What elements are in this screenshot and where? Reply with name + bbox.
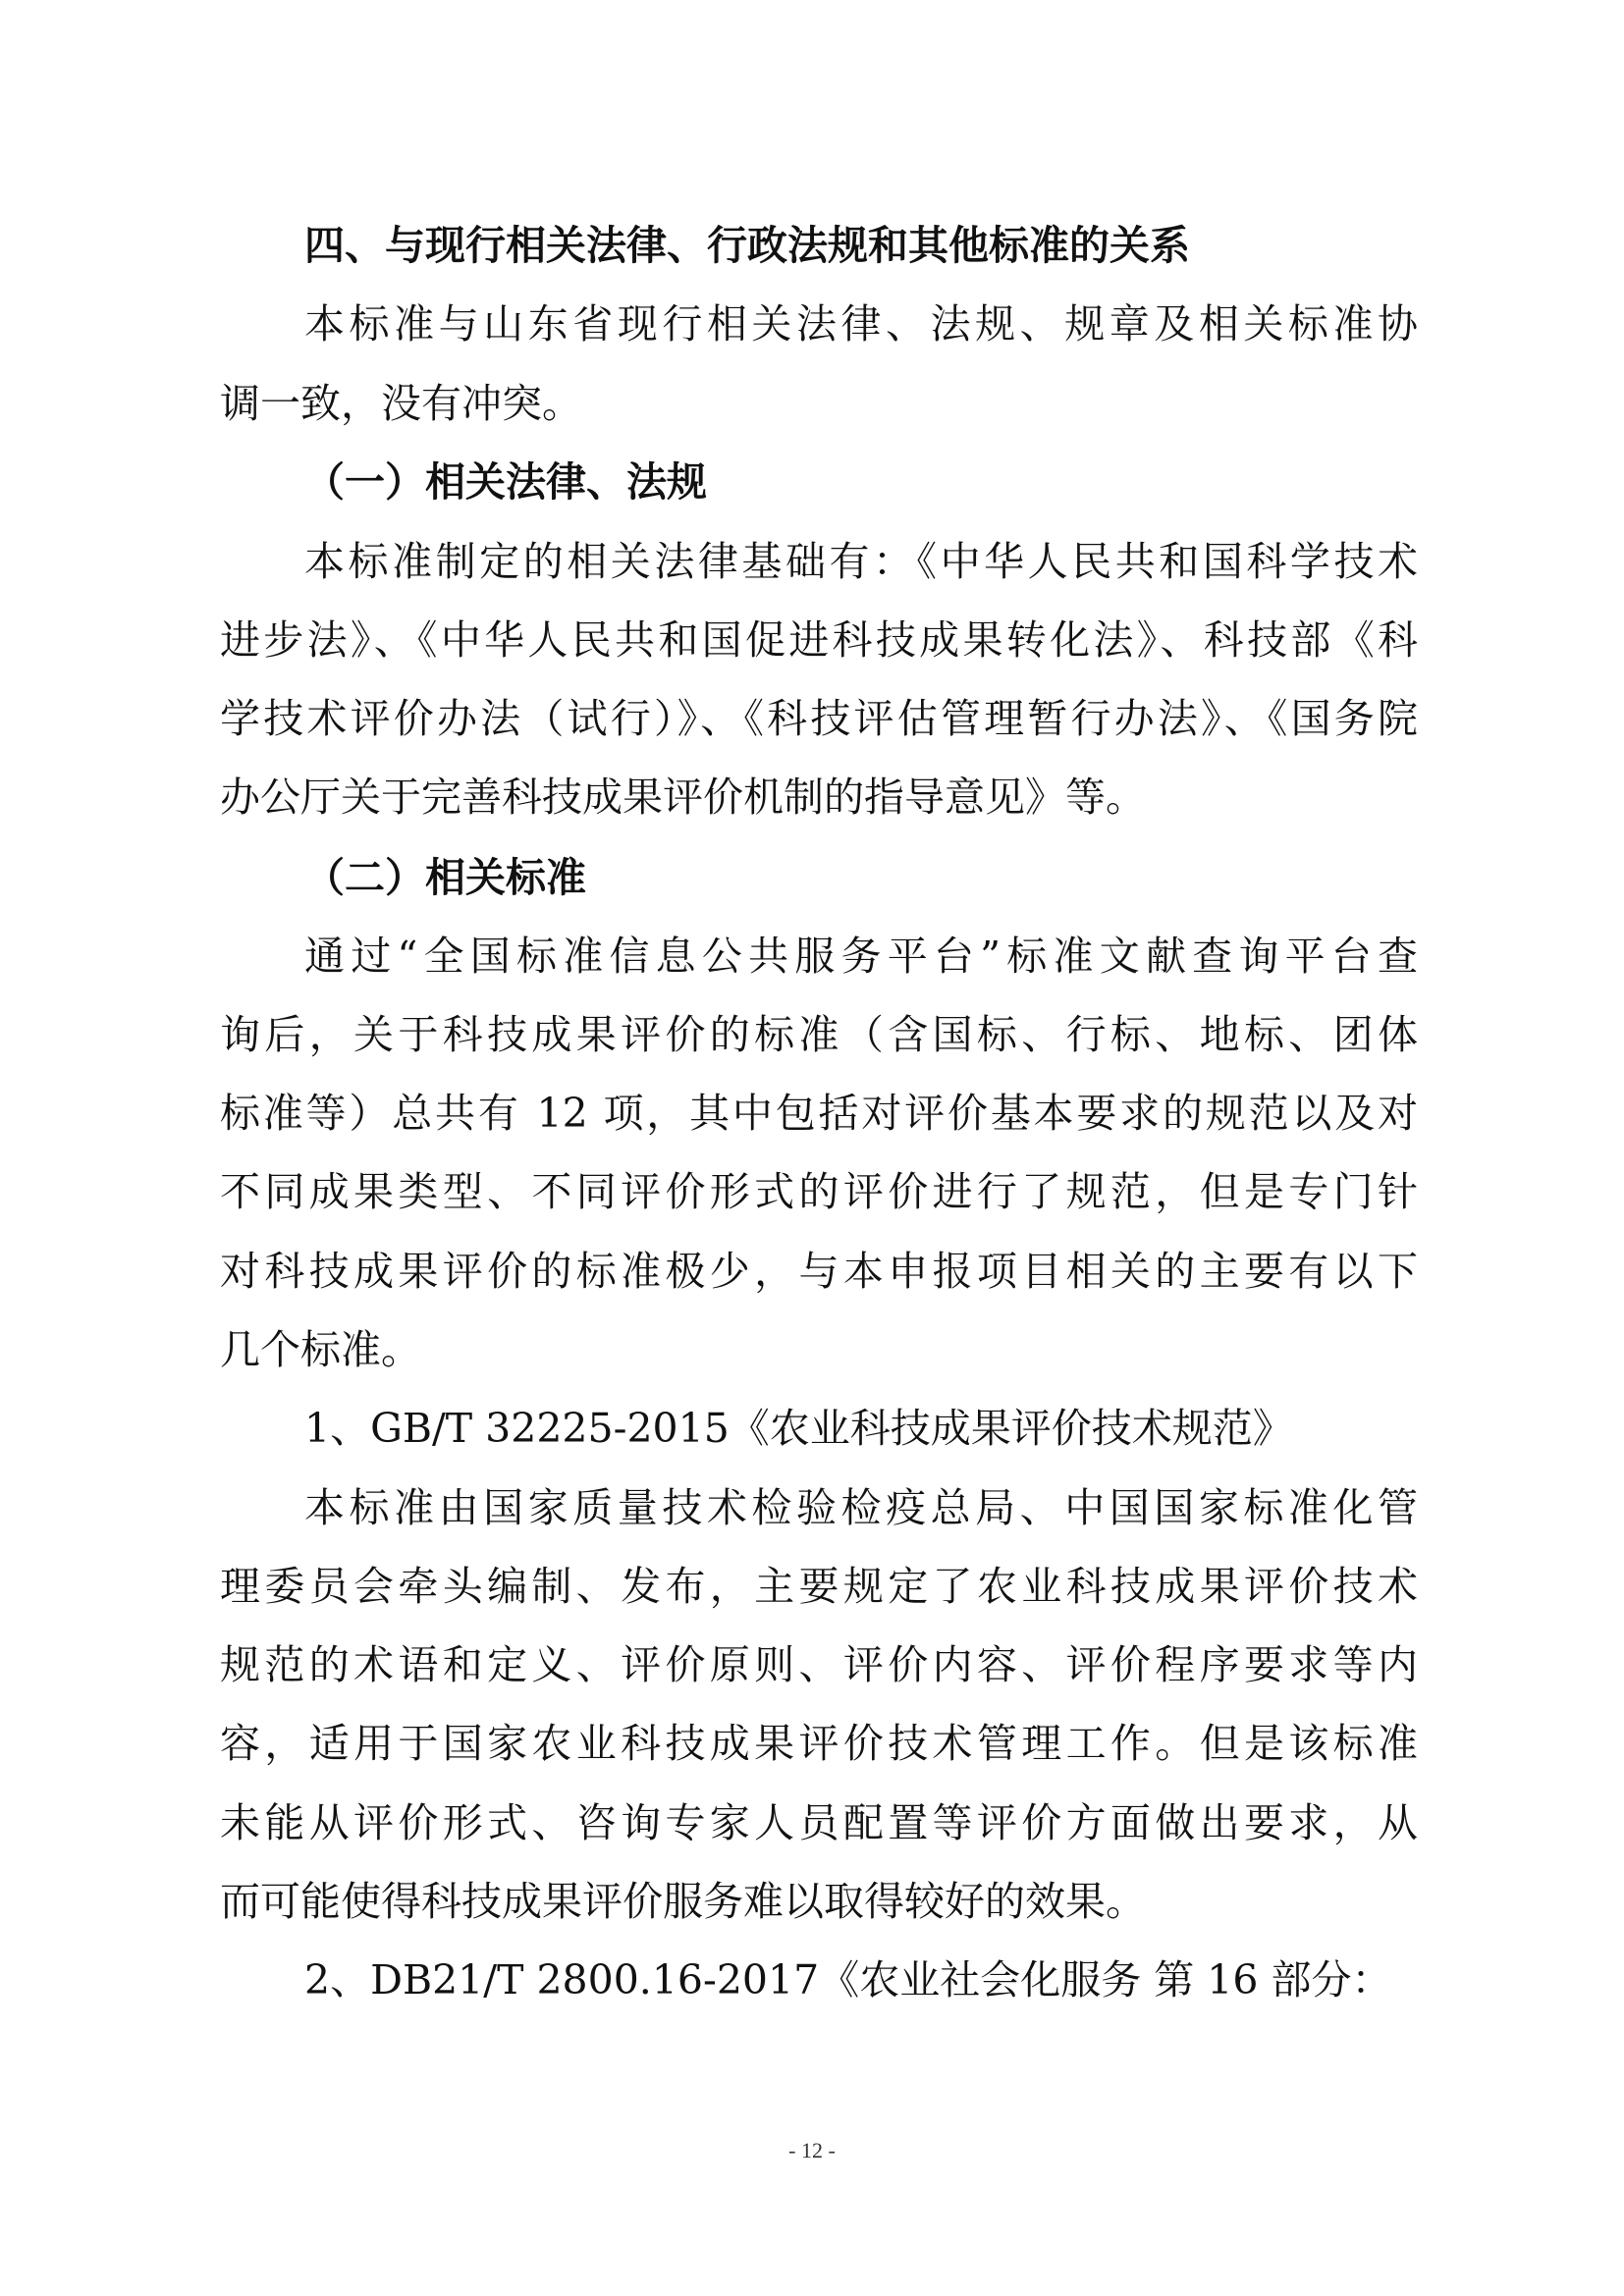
subsection-heading-standards: （二）相关标准	[304, 854, 586, 901]
paragraph-line: 学技术评价办法（试行）》、《科技评估管理暂行办法》、《国务院	[220, 695, 1418, 742]
standard-item-title: 1、GB/T 32225-2015《农业科技成果评价技术规范》	[304, 1405, 1293, 1452]
paragraph-line: 办公厅关于完善科技成果评价机制的指导意见》等。	[220, 774, 1146, 821]
paragraph-line: 进步法》、《中华人民共和国促进科技成果转化法》、科技部《科	[220, 616, 1418, 664]
paragraph-line: 理委员会牵头编制、发布，主要规定了农业科技成果评价技术	[220, 1563, 1418, 1610]
subsection-heading-laws: （一）相关法律、法规	[304, 458, 707, 506]
standard-item-title: 2、DB21/T 2800.16-2017《农业社会化服务 第 16 部分：	[304, 1956, 1392, 2003]
paragraph-line: 本标准与山东省现行相关法律、法规、规章及相关标准协	[304, 300, 1418, 347]
paragraph-line: 询后，关于科技成果评价的标准（含国标、行标、地标、团体	[220, 1011, 1418, 1058]
paragraph-line: 本标准由国家质量技术检验检疫总局、中国国家标准化管	[304, 1484, 1418, 1531]
paragraph-line: 容，适用于国家农业科技成果评价技术管理工作。但是该标准	[220, 1720, 1418, 1767]
paragraph-line: 而可能使得科技成果评价服务难以取得较好的效果。	[220, 1878, 1146, 1925]
paragraph-line: 通过“全国标准信息公共服务平台”标准文献查询平台查	[304, 933, 1418, 980]
paragraph-line: 未能从评价形式、咨询专家人员配置等评价方面做出要求，从	[220, 1799, 1418, 1846]
paragraph-line: 几个标准。	[220, 1326, 421, 1373]
paragraph-line: 标准等）总共有 12 项，其中包括对评价基本要求的规范以及对	[220, 1090, 1418, 1137]
paragraph-line: 对科技成果评价的标准极少，与本申报项目相关的主要有以下	[220, 1248, 1418, 1295]
paragraph-line: 规范的术语和定义、评价原则、评价内容、评价程序要求等内	[220, 1641, 1418, 1688]
section-heading: 四、与现行相关法律、行政法规和其他标准的关系	[304, 222, 1190, 269]
paragraph-line: 本标准制定的相关法律基础有：《中华人民共和国科学技术	[304, 538, 1418, 585]
page-number: - 12 -	[788, 2138, 836, 2163]
paragraph-line: 不同成果类型、不同评价形式的评价进行了规范，但是专门针	[220, 1168, 1418, 1215]
paragraph-line: 调一致，没有冲突。	[220, 380, 582, 427]
